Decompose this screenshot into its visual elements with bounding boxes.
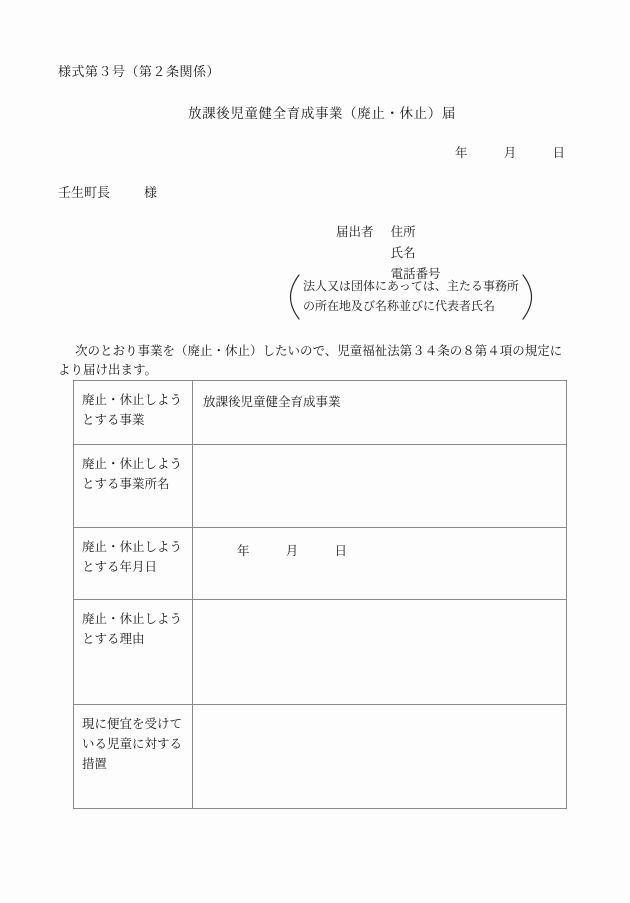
table-row-label-business — [74, 381, 193, 445]
submitter-phone-label: 電話番号 — [390, 267, 441, 281]
table-row — [74, 705, 567, 809]
table-row-value-reason[interactable] — [193, 600, 567, 705]
submitter-label: 届出者 — [336, 225, 374, 239]
table-row-label-facility-name — [74, 445, 193, 528]
form-number: 様式第３号（第２条関係） — [58, 64, 221, 79]
table-row-label-effective-date — [74, 528, 193, 600]
body-paragraph-line-2: より届け出ます。 — [58, 363, 158, 377]
date-day-label: 日 — [552, 146, 566, 160]
corporate-entity-note-text — [301, 274, 521, 320]
table-label-text: 廃止・休止しようとする事業所名 — [82, 457, 183, 491]
table-row-value-facility-name[interactable] — [193, 445, 567, 528]
addressee — [58, 182, 157, 201]
note-line-2: の所在地及び名称並びに代表者氏名 — [303, 299, 496, 313]
form-table — [73, 380, 567, 809]
table-value-text: 放課後児童健全育成事業 — [203, 395, 341, 409]
submitter-address-label: 住所 — [390, 225, 416, 239]
effective-date-fields — [203, 539, 558, 561]
addressee-recipient: 壬生町長 — [58, 185, 111, 200]
body-paragraph — [58, 342, 578, 380]
table-row-value-business[interactable] — [193, 381, 567, 445]
submitter-name-label: 氏名 — [390, 246, 416, 260]
left-parenthesis-icon — [288, 274, 301, 320]
right-parenthesis-icon — [521, 274, 534, 320]
effective-date-day-label: 日 — [334, 544, 348, 558]
table-label-text: 廃止・休止しようとする理由 — [82, 612, 183, 646]
date-month-label: 月 — [503, 146, 517, 160]
effective-date-month-label: 月 — [285, 544, 299, 558]
effective-date-year-label: 年 — [237, 544, 250, 558]
submission-date-line — [455, 143, 565, 161]
table-row-label-reason — [74, 600, 193, 705]
table-row — [74, 381, 567, 445]
table-row — [74, 600, 567, 705]
table-row-value-effective-date[interactable] — [193, 528, 567, 600]
note-line-1: 法人又は団体にあっては、主たる事務所 — [303, 279, 519, 293]
corporate-entity-note — [288, 274, 534, 320]
table-label-text: 現に便宜を受けている児童に対する措置 — [82, 717, 183, 771]
addressee-honorific: 様 — [144, 185, 158, 200]
table-row — [74, 528, 567, 600]
table-row — [74, 445, 567, 528]
table-row-value-child-measures[interactable] — [193, 705, 567, 809]
table-label-text: 廃止・休止しようとする事業 — [82, 393, 183, 427]
table-label-text: 廃止・休止しようとする年月日 — [82, 540, 183, 574]
table-row-label-child-measures — [74, 705, 193, 809]
date-year-label: 年 — [455, 146, 468, 160]
body-paragraph-line-1: 次のとおり事業を（廃止・休止）したいので、児童福祉法第３４条の８第４項の規定に — [75, 344, 563, 358]
page-title: 放課後児童健全育成事業（廃止・休止）届 — [188, 106, 456, 121]
